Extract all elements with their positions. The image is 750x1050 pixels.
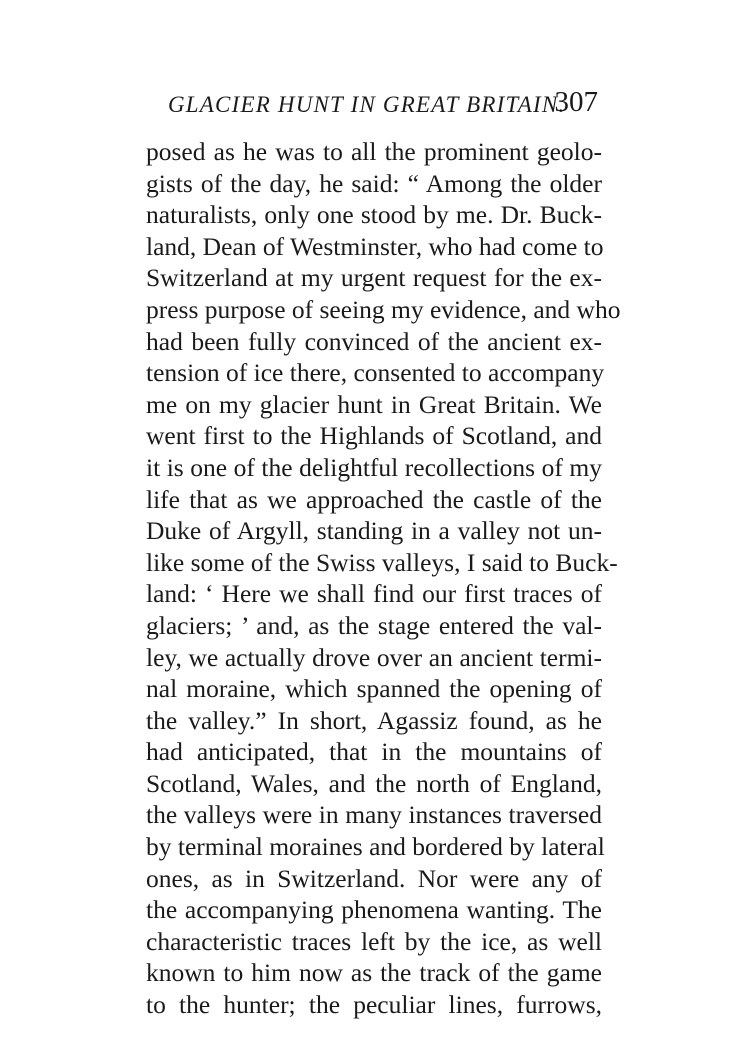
text-line: went first to the Highlands of Scotland, and: [146, 421, 602, 451]
text-line: the valley.” In short, Agassiz found, as he: [146, 705, 602, 735]
text-line: glaciers; ’ and, as the stage entered the val-: [146, 610, 602, 640]
text-line: known to him now as the track of the game: [146, 958, 602, 988]
text-line: nal moraine, which spanned the opening of: [146, 674, 602, 704]
text-line: by terminal moraines and bordered by lateral: [146, 832, 605, 862]
text-line: like some of the Swiss valleys, I said to Buck-: [146, 547, 618, 577]
page-number: 307: [554, 86, 598, 118]
text-line: tension of ice there, consented to accompany: [146, 358, 605, 388]
running-title: GLACIER HUNT IN GREAT BRITAIN.: [168, 92, 566, 117]
text-line: to the hunter; the peculiar lines, furrows,: [146, 990, 602, 1020]
text-line: Scotland, Wales, and the north of England,: [146, 768, 602, 798]
text-line: press purpose of seeing my evidence, and who: [146, 294, 621, 324]
text-line: the accompanying phenomena wanting. The: [146, 895, 602, 925]
text-line: land, Dean of Westminster, who had come to: [146, 231, 604, 261]
text-line: life that as we approached the castle of the: [146, 484, 602, 514]
text-line: the valleys were in many instances traversed: [146, 800, 602, 830]
text-line: Switzerland at my urgent request for the ex-: [146, 263, 602, 293]
running-head: [168, 86, 598, 126]
text-line: had anticipated, that in the mountains of: [146, 737, 602, 767]
text-line: ones, as in Switzerland. Nor were any of: [146, 863, 602, 893]
body-text: [146, 136, 621, 1021]
text-line: land: ‘ Here we shall find our first traces of: [146, 579, 602, 609]
text-line: it is one of the delightful recollections of my: [146, 452, 602, 482]
text-line: me on my glacier hunt in Great Britain. We: [146, 389, 602, 419]
text-line: posed as he was to all the prominent geolo-: [146, 137, 602, 166]
text-line: naturalists, only one stood by me. Dr. Buck-: [146, 200, 602, 230]
text-line: had been fully convinced of the ancient ex-: [146, 326, 602, 356]
text-line: characteristic traces left by the ice, as well: [146, 926, 602, 956]
text-line: Duke of Argyll, standing in a valley not un-: [146, 516, 602, 546]
text-line: ley, we actually drove over an ancient termi-: [146, 642, 602, 672]
text-line: gists of the day, he said: “ Among the older: [146, 168, 602, 198]
